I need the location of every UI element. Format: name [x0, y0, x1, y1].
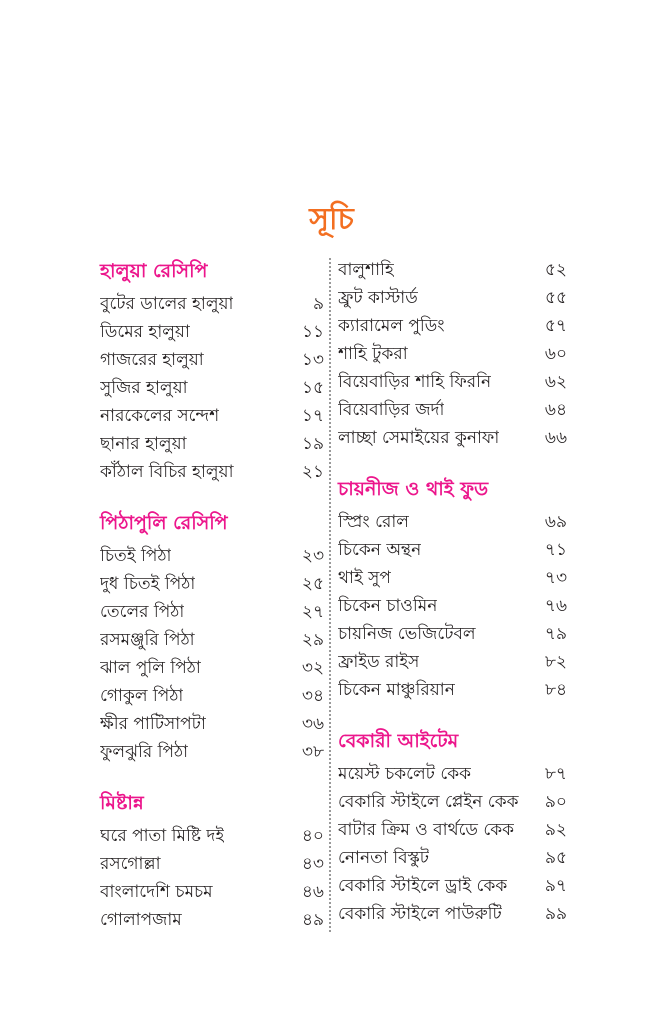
toc-entry — [100, 402, 324, 430]
toc-entry — [338, 368, 567, 396]
toc-entry-title: চিতই পিঠা — [100, 546, 172, 566]
toc-entry-title: তেলের পিঠা — [100, 602, 185, 622]
toc-entry — [100, 850, 324, 878]
toc-entry-page-number: ৪৩ — [301, 854, 324, 874]
toc-entry-page-number: ৮২ — [544, 652, 567, 672]
toc-entry-title: নোনতা বিস্কুট — [338, 848, 430, 868]
toc-entry-page-number: ৭৬ — [544, 596, 567, 616]
toc-entry-title: ফ্রাইড রাইস — [338, 652, 420, 672]
toc-entry — [100, 822, 324, 850]
toc-entry-title: স্প্রিং রোল — [338, 512, 409, 532]
toc-section — [338, 726, 567, 928]
toc-entry — [100, 458, 324, 486]
toc-entry — [100, 430, 324, 458]
toc-entry-title: ছানার হালুয়া — [100, 434, 187, 454]
toc-entry-page-number: ৯ — [312, 294, 324, 314]
toc-entry — [100, 682, 324, 710]
toc-entry-page-number: ১৯ — [301, 434, 324, 454]
toc-entry-title: চিকেন অন্থন — [338, 540, 422, 560]
toc-entry-title: ফ্রুট কাস্টার্ড — [338, 288, 418, 308]
toc-entry-title: থাই সুপ — [338, 568, 391, 588]
toc-entry-page-number: ৪৬ — [301, 882, 324, 902]
toc-entry — [338, 564, 567, 592]
toc-section — [338, 474, 567, 704]
toc-entry — [338, 648, 567, 676]
toc-entry-page-number: ৫৭ — [544, 316, 567, 336]
toc-entry-title: গোকুল পিঠা — [100, 686, 184, 706]
toc-entry-title: বেকারি স্টাইলে পাউরুটি — [338, 904, 502, 924]
toc-entry-title: চিকেন চাওমিন — [338, 596, 438, 616]
toc-entry-title: দুধ চিতই পিঠা — [100, 574, 196, 594]
toc-entry-title: বাটার ক্রিম ও বার্থডে কেক — [338, 820, 515, 840]
toc-entry-title: বেকারি স্টাইলে ড্রাই কেক — [338, 876, 508, 896]
toc-entry-page-number: ৩২ — [301, 658, 324, 678]
toc-entry-page-number: ১৭ — [301, 406, 324, 426]
toc-entry — [100, 290, 324, 318]
toc-entry-page-number: ৯৭ — [544, 876, 567, 896]
page-title: সূচি — [309, 202, 354, 237]
toc-entry — [338, 340, 567, 368]
toc-section — [338, 256, 567, 452]
toc-entry-page-number: ৬৬ — [544, 428, 567, 448]
toc-entry-title: বাংলাদেশি চমচম — [100, 882, 213, 902]
toc-entry — [100, 878, 324, 906]
toc-columns — [100, 256, 567, 934]
toc-entry-page-number: ২১ — [301, 462, 324, 482]
toc-section — [100, 788, 324, 934]
toc-column-right — [338, 256, 567, 934]
toc-entry-title: ফুলঝুরি পিঠা — [100, 742, 188, 762]
toc-entry — [100, 346, 324, 374]
toc-entry — [338, 872, 567, 900]
toc-entry-page-number: ৫৫ — [544, 288, 567, 308]
toc-column-left — [100, 256, 324, 934]
toc-entry — [338, 844, 567, 872]
toc-entry-title: ডিমের হালুয়া — [100, 322, 190, 342]
toc-entry-title: গাজরের হালুয়া — [100, 350, 204, 370]
toc-entry-title: বিয়েবাড়ির জর্দা — [338, 400, 445, 420]
toc-entry-page-number: ১৫ — [301, 378, 324, 398]
toc-entry — [100, 374, 324, 402]
toc-entry-title: নারকেলের সন্দেশ — [100, 406, 220, 426]
toc-entry — [100, 598, 324, 626]
toc-entry-title: চিকেন মাঞ্চুরিয়ান — [338, 680, 455, 700]
toc-entry — [338, 816, 567, 844]
toc-entry-title: রসমঞ্জুরি পিঠা — [100, 630, 195, 650]
toc-entry-title: চায়নিজ ভেজিটেবল — [338, 624, 476, 644]
toc-entry-page-number: ৭৩ — [544, 568, 567, 588]
toc-entry-page-number: ১৩ — [301, 350, 324, 370]
toc-entry-title: বালুশাহি — [338, 260, 394, 280]
toc-entry-title: বিয়েবাড়ির শাহি ফিরনি — [338, 372, 492, 392]
toc-entry — [338, 620, 567, 648]
toc-entry-page-number: ৯৯ — [544, 904, 567, 924]
toc-entry — [338, 676, 567, 704]
toc-entry-page-number: ৫২ — [544, 260, 567, 280]
toc-entry-title: সুজির হালুয়া — [100, 378, 188, 398]
toc-entry — [338, 424, 567, 452]
toc-entry — [338, 536, 567, 564]
toc-entry-page-number: ২৩ — [301, 546, 324, 566]
toc-entry-title: বেকারি স্টাইলে প্লেইন কেক — [338, 792, 519, 812]
toc-entry — [100, 654, 324, 682]
toc-entry-page-number: ৮৪ — [544, 680, 567, 700]
toc-entry-page-number: ২৫ — [301, 574, 324, 594]
toc-entry-page-number: ৩৮ — [301, 742, 324, 762]
toc-entry — [100, 318, 324, 346]
toc-entry-title: ঝাল পুলি পিঠা — [100, 658, 201, 678]
toc-entry-page-number: ৬০ — [544, 344, 567, 364]
toc-entry-page-number: ৮৭ — [544, 764, 567, 784]
toc-entry — [100, 542, 324, 570]
toc-entry-page-number: ৯৫ — [544, 848, 567, 868]
section-heading: হালুয়া রেসিপি — [100, 260, 208, 282]
toc-entry — [100, 906, 324, 934]
section-heading: পিঠাপুলি রেসিপি — [100, 512, 228, 534]
toc-entry-page-number: ১১ — [301, 322, 324, 342]
toc-entry — [100, 710, 324, 738]
toc-entry-title: ময়েস্ট চকলেট কেক — [338, 764, 472, 784]
toc-entry-page-number: ২৭ — [301, 602, 324, 622]
toc-entry-title: বুটের ডালের হালুয়া — [100, 294, 234, 314]
toc-entry-page-number: ৯০ — [544, 792, 567, 812]
toc-entry-page-number: ৯২ — [544, 820, 567, 840]
toc-entry — [338, 508, 567, 536]
section-heading: চায়নীজ ও থাই ফুড — [338, 478, 489, 500]
toc-entry — [100, 738, 324, 766]
toc-entry — [338, 788, 567, 816]
toc-entry — [338, 592, 567, 620]
toc-entry-title: ক্যারামেল পুডিং — [338, 316, 445, 336]
toc-section — [100, 256, 324, 486]
toc-entry — [338, 256, 567, 284]
toc-entry — [338, 760, 567, 788]
toc-entry-title: লাচ্ছা সেমাইয়ের কুনাফা — [338, 428, 500, 448]
toc-entry — [100, 570, 324, 598]
toc-entry — [338, 900, 567, 928]
toc-entry — [338, 312, 567, 340]
section-heading: মিষ্টান্ন — [100, 792, 144, 814]
toc-entry-page-number: ৪৯ — [301, 910, 324, 930]
toc-entry-page-number: ৭৯ — [544, 624, 567, 644]
toc-section — [100, 508, 324, 766]
toc-entry-page-number: ৪০ — [301, 826, 324, 846]
toc-entry-page-number: ৬২ — [544, 372, 567, 392]
toc-entry-title: শাহি টুকরা — [338, 344, 408, 364]
toc-entry-page-number: ৬৪ — [544, 400, 567, 420]
toc-entry-title: রসগোল্লা — [100, 854, 161, 874]
toc-entry — [100, 626, 324, 654]
toc-entry-title: ক্ষীর পাটিসাপটা — [100, 714, 206, 734]
toc-entry-page-number: ৩৬ — [301, 714, 324, 734]
toc-entry-page-number: ৬৯ — [544, 512, 567, 532]
toc-entry-title: গোলাপজাম — [100, 910, 182, 930]
toc-entry-title: ঘরে পাতা মিষ্টি দই — [100, 826, 225, 846]
column-divider-dotted — [329, 258, 331, 932]
toc-entry-page-number: ৭১ — [544, 540, 567, 560]
section-heading: বেকারী আইটেম — [338, 730, 459, 752]
toc-entry — [338, 396, 567, 424]
toc-entry-page-number: ৩৪ — [301, 686, 324, 706]
toc-entry-title: কাঁঠাল বিচির হালুয়া — [100, 462, 234, 482]
toc-entry — [338, 284, 567, 312]
toc-entry-page-number: ২৯ — [301, 630, 324, 650]
